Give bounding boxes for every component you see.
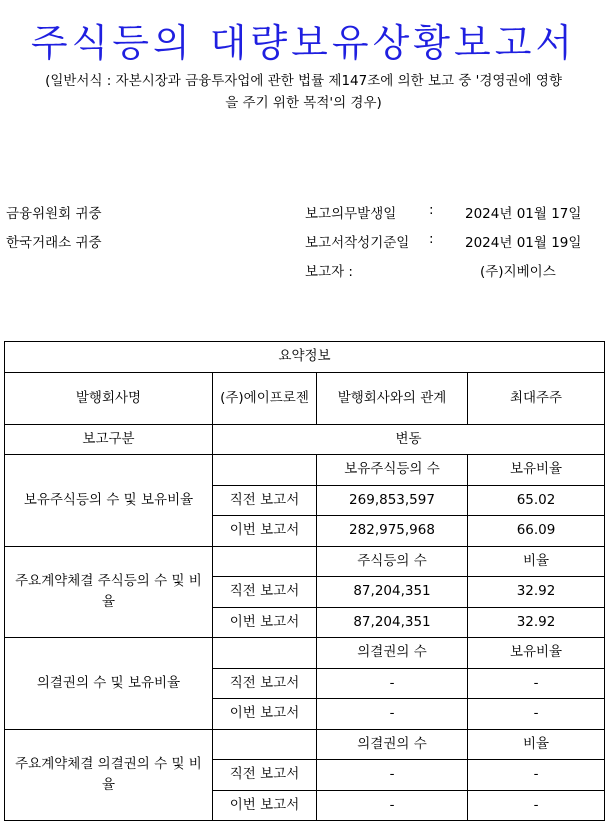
- document-title: 주식등의 대량보유상황보고서: [30, 21, 577, 65]
- obligation-date: 2024년 01월 17일: [465, 206, 582, 222]
- curr-report-label: 이번 보고서: [213, 607, 317, 638]
- issuer-label: 발행회사명: [5, 372, 213, 424]
- section-label: 의결권의 수 및 보유비율: [5, 638, 213, 730]
- curr-ratio: 32.92: [468, 607, 605, 638]
- empty-cell: [213, 455, 317, 486]
- prev-ratio: 32.92: [468, 577, 605, 608]
- document-subtitle: [0, 70, 607, 114]
- report-type-label: 보고구분: [5, 424, 213, 455]
- section-label: 보유주식등의 수 및 보유비율: [5, 455, 213, 547]
- column-header: 비율: [468, 546, 605, 577]
- prev-report-label: 직전 보고서: [213, 485, 317, 516]
- recipient-fsc: 금융위원회 귀중: [6, 206, 102, 222]
- recipient-krx: 한국거래소 귀중: [6, 235, 102, 251]
- empty-cell: [213, 546, 317, 577]
- table-row: [5, 729, 605, 760]
- prev-report-label: 직전 보고서: [213, 760, 317, 791]
- subtitle-line-1: (일반서식 : 자본시장과 금융투자업에 관한 법률 제147조에 의한 보고 중 '경영권에 영향: [45, 73, 562, 89]
- curr-count: 87,204,351: [317, 607, 468, 638]
- section-label: 주요계약체결 주식등의 수 및 비율: [5, 546, 213, 638]
- curr-count: 282,975,968: [317, 516, 468, 547]
- subtitle-line-2: 을 주기 위한 목적'의 경우): [225, 95, 382, 111]
- table-row: [5, 546, 605, 577]
- table-row: [5, 424, 605, 455]
- column-header: 의결권의 수: [317, 638, 468, 669]
- summary-table: [4, 341, 605, 821]
- table-row: [5, 342, 605, 373]
- prev-ratio: 65.02: [468, 485, 605, 516]
- column-header: 보유주식등의 수: [317, 455, 468, 486]
- relation-label: 발행회사와의 관계: [317, 372, 468, 424]
- empty-cell: [213, 729, 317, 760]
- column-header: 비율: [468, 729, 605, 760]
- relation-value: 최대주주: [468, 372, 605, 424]
- column-header: 주식등의 수: [317, 546, 468, 577]
- prev-ratio: -: [468, 760, 605, 791]
- prev-count: -: [317, 668, 468, 699]
- prev-ratio: -: [468, 668, 605, 699]
- curr-report-label: 이번 보고서: [213, 516, 317, 547]
- table-row: [5, 638, 605, 669]
- curr-report-label: 이번 보고서: [213, 699, 317, 730]
- prev-report-label: 직전 보고서: [213, 577, 317, 608]
- obligation-date-separator: :: [429, 202, 434, 218]
- column-header: 보유비율: [468, 638, 605, 669]
- column-header: 보유비율: [468, 455, 605, 486]
- table-row: [5, 455, 605, 486]
- curr-ratio: 66.09: [468, 516, 605, 547]
- column-header: 의결권의 수: [317, 729, 468, 760]
- curr-ratio: -: [468, 790, 605, 821]
- prev-report-label: 직전 보고서: [213, 668, 317, 699]
- reporter-label: 보고자 :: [305, 264, 353, 280]
- base-date-label: 보고서작성기준일: [305, 235, 410, 251]
- prev-count: 269,853,597: [317, 485, 468, 516]
- section-label: 주요계약체결 의결권의 수 및 비율: [5, 729, 213, 821]
- summary-header: 요약정보: [5, 342, 605, 373]
- curr-count: -: [317, 790, 468, 821]
- empty-cell: [213, 638, 317, 669]
- base-date: 2024년 01월 19일: [465, 235, 582, 251]
- base-date-separator: :: [429, 231, 434, 247]
- curr-report-label: 이번 보고서: [213, 790, 317, 821]
- table-row: [5, 372, 605, 424]
- curr-ratio: -: [468, 699, 605, 730]
- obligation-date-label: 보고의무발생일: [305, 206, 397, 222]
- prev-count: 87,204,351: [317, 577, 468, 608]
- reporter-name: (주)지베이스: [480, 264, 556, 280]
- report-type-value: 변동: [213, 424, 605, 455]
- curr-count: -: [317, 699, 468, 730]
- prev-count: -: [317, 760, 468, 791]
- issuer-name: (주)에이프로젠: [213, 372, 317, 424]
